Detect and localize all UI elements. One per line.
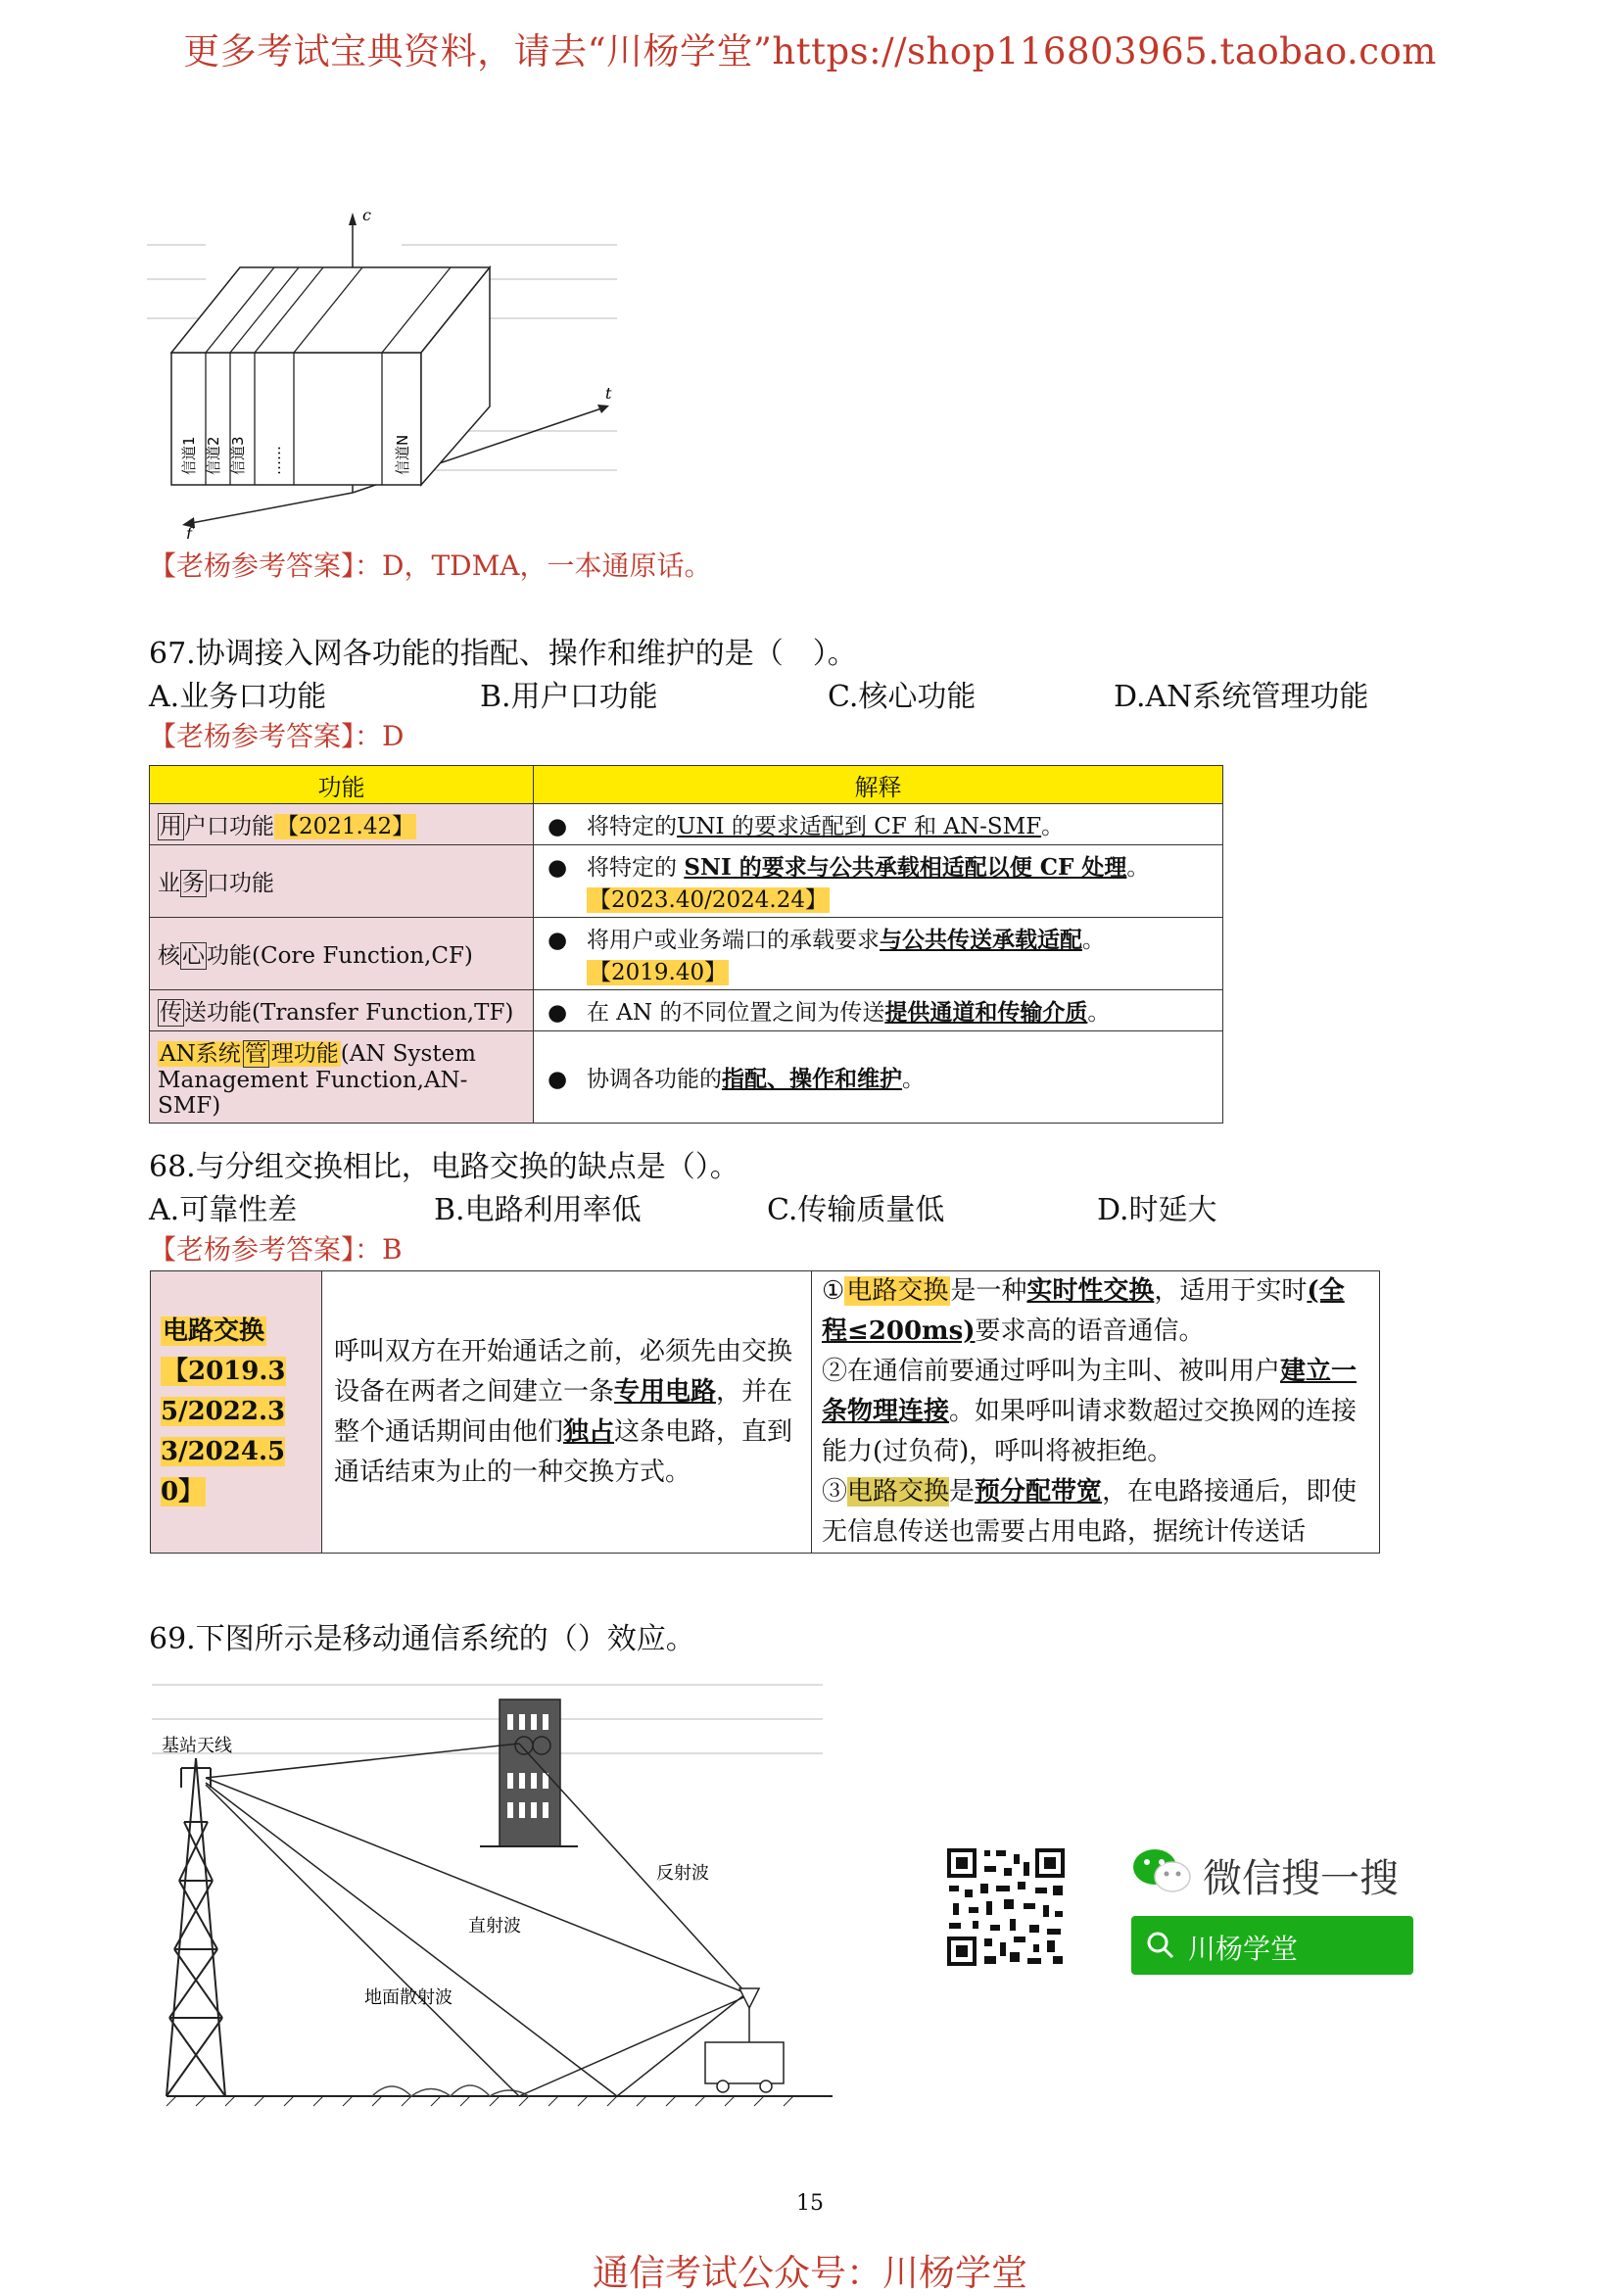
- page-number: 15: [796, 2191, 824, 2216]
- table-row: [150, 1031, 1223, 1124]
- exam-tag: 【2019.40】: [589, 959, 728, 985]
- text: ，在电路接通后，即使无信息传送也需要占用电路，据统计传送话: [822, 1477, 1358, 1547]
- function-name: 口功能: [207, 871, 274, 896]
- q67-stem: 67.协调接入网各功能的指配、操作和维护的是（ ）。: [149, 637, 857, 671]
- underlined-text: UNI 的要求适配到 CF 和 AN-SMF: [677, 814, 1042, 839]
- explanation-cell: ● 协调各功能的指配、操作和维护。: [534, 1031, 1223, 1124]
- exam-tag: 【2023.40/2024.24】: [589, 886, 828, 913]
- wechat-search-title: 微信搜一搜: [1203, 1856, 1399, 1901]
- key-char: 用: [160, 814, 182, 839]
- text: ②在通信前要通过呼叫为主叫、被叫用户: [822, 1357, 1281, 1386]
- function-name: 送功能(Transfer Function,TF): [184, 1000, 514, 1026]
- table-row: [150, 804, 1223, 845]
- table-row: [150, 918, 1223, 990]
- function-cell: [150, 918, 534, 990]
- function-cell: [150, 990, 534, 1031]
- explanation-cell: ● 将用户或业务端口的承载要求与公共传送承载适配。 【2019.40】: [534, 918, 1223, 990]
- q68-table: [150, 1270, 1380, 1554]
- text: 在 AN 的不同位置之间为传送: [587, 1000, 885, 1026]
- underlined-text: 专用电路: [614, 1376, 717, 1407]
- text: 。如果呼叫请求数超过交换网的连接能力(过负荷)，呼叫将被拒绝。: [822, 1397, 1358, 1466]
- key-char: 传: [160, 1000, 182, 1026]
- channel-label: 信道N: [394, 434, 411, 475]
- text: 是: [949, 1477, 976, 1507]
- q66-answer: 【老杨参考答案】：D，TDMA，一本通原话。: [149, 550, 712, 582]
- text: 。: [1087, 1000, 1111, 1026]
- footer-banner: 通信考试公众号：川杨学堂: [593, 2252, 1027, 2294]
- underlined-text: SNI 的要求与公共承载相适配以便 CF 处理: [684, 853, 1127, 881]
- wechat-search-text: 川杨学堂: [1188, 1933, 1299, 1965]
- characteristics-cell: [812, 1271, 1380, 1554]
- table-header-row: [150, 766, 1223, 804]
- text: 核: [158, 943, 180, 969]
- tdma-diagram: [147, 201, 637, 539]
- reflected-wave-label: 反射波: [656, 1863, 709, 1884]
- underlined-text: 独占: [563, 1416, 615, 1447]
- key-char: 心: [182, 943, 205, 969]
- multipath-diagram: [147, 1665, 837, 2116]
- search-icon: [1145, 1930, 1176, 1961]
- q68-stem: 68.与分组交换相比，电路交换的缺点是（）。: [149, 1150, 739, 1184]
- text: 。: [1082, 927, 1105, 953]
- term-title: 电路交换: [163, 1316, 265, 1346]
- underlined-text: 提供通道和传输介质: [884, 999, 1088, 1026]
- text: ，并在整个通话期间由他们: [334, 1376, 793, 1447]
- q68-option-c: C.传输质量低: [767, 1193, 945, 1227]
- table-row: [151, 1271, 1380, 1554]
- underlined-text: 建立一条物理连接: [822, 1357, 1358, 1426]
- highlight-text: 电路交换: [847, 1477, 950, 1507]
- ground-scatter-label: 地面散射波: [364, 1987, 453, 2008]
- explanation-cell: ● 在 AN 的不同位置之间为传送提供通道和传输介质。: [534, 990, 1223, 1031]
- header-function: 功能: [150, 766, 534, 804]
- table-row: [150, 845, 1223, 918]
- underlined-text: 与公共传送承载适配: [880, 926, 1082, 953]
- text: 将特定的: [587, 814, 677, 839]
- definition-cell: [322, 1271, 812, 1554]
- underlined-text: 实时性交换: [1026, 1276, 1155, 1306]
- text: 协调各功能的: [587, 1067, 722, 1092]
- q68-option-b: B.电路利用率低: [434, 1193, 642, 1227]
- q68-answer: 【老杨参考答案】：B: [149, 1233, 403, 1266]
- q67-table: [149, 765, 1223, 1124]
- wechat-search-box[interactable]: [1131, 1916, 1413, 1975]
- underlined-text: (全程≤200ms): [822, 1276, 1345, 1346]
- text: 将用户或业务端口的承载要求: [587, 927, 880, 953]
- direct-wave-label: 直射波: [468, 1916, 521, 1937]
- text: 将特定的: [587, 854, 677, 881]
- header-explanation: 解释: [534, 766, 1223, 804]
- function-cell: [150, 1031, 534, 1124]
- text: 这条电路，直到通话结束为止的一种交换方式。: [334, 1416, 793, 1487]
- text: 呼叫双方在开始通话之前，必须先由交换设备在两者之间建立一条: [334, 1336, 793, 1407]
- channel-label: 信道3: [229, 436, 247, 475]
- highlight-text: AN系统: [160, 1041, 241, 1067]
- function-cell: [150, 804, 534, 845]
- antenna-label: 基站天线: [162, 1736, 232, 1756]
- axis-c-label: c: [362, 206, 371, 224]
- highlight-text: 理功能: [270, 1041, 339, 1067]
- q67-option-d: D.AN系统管理功能: [1114, 680, 1369, 714]
- exam-tag: 【2019.35/2022.33/2024.50】: [161, 1357, 286, 1507]
- text: ①: [822, 1276, 845, 1306]
- text: 。: [902, 1067, 925, 1092]
- function-cell: [150, 845, 534, 918]
- text: 。: [1041, 814, 1065, 839]
- term-cell: [151, 1271, 322, 1554]
- key-char: 管: [244, 1041, 267, 1067]
- text: 是一种: [950, 1276, 1027, 1306]
- q68-option-d: D.时延大: [1097, 1193, 1217, 1227]
- channel-label: ……: [266, 446, 284, 475]
- explanation-cell: ● 将特定的UNI 的要求适配到 CF 和 AN-SMF。: [534, 804, 1223, 845]
- wechat-logo-icon: [1131, 1846, 1192, 1895]
- axis-f-label: f: [186, 524, 192, 539]
- q69-stem: 69.下图所示是移动通信系统的（）效应。: [149, 1622, 695, 1656]
- underlined-text: 预分配带宽: [975, 1477, 1103, 1507]
- q68-option-a: A.可靠性差: [149, 1193, 298, 1227]
- axis-t-label: t: [605, 384, 612, 403]
- highlight-text: 电路交换: [846, 1276, 949, 1306]
- qr-code: [945, 1846, 1067, 1968]
- underlined-text: 指配、操作和维护: [722, 1066, 902, 1092]
- q67-answer: 【老杨参考答案】：D: [149, 720, 405, 752]
- text: ③: [822, 1477, 848, 1507]
- qr-code-image: [945, 1846, 1067, 1968]
- exam-tag: 【2021.42】: [276, 814, 415, 839]
- table-row: [150, 990, 1223, 1031]
- explanation-cell: ● 将特定的 SNI 的要求与公共承载相适配以便 CF 处理。 【2023.40/2024.24】: [534, 845, 1223, 918]
- text: 。: [1126, 854, 1150, 881]
- text: ，适用于实时: [1154, 1276, 1308, 1306]
- q67-option-b: B.用户口功能: [480, 680, 658, 714]
- q67-option-c: C.核心功能: [828, 680, 977, 714]
- function-name: (AN System Management Function,AN-SMF): [158, 1041, 476, 1119]
- q67-option-a: A.业务口功能: [149, 680, 327, 714]
- text: 要求高的语音通信。: [975, 1316, 1205, 1346]
- function-name: 功能(Core Function,CF): [207, 943, 473, 969]
- header-banner: 更多考试宝典资料，请去“川杨学堂”https://shop116803965.taobao.com: [183, 30, 1437, 72]
- channel-label: 信道2: [205, 436, 222, 475]
- function-name: 户口功能: [184, 814, 274, 839]
- multipath-figure: [147, 1665, 837, 2116]
- tdma-figure: [147, 201, 637, 539]
- text: 业: [158, 871, 180, 896]
- key-char: 务: [182, 871, 205, 896]
- channel-label: 信道1: [180, 436, 198, 475]
